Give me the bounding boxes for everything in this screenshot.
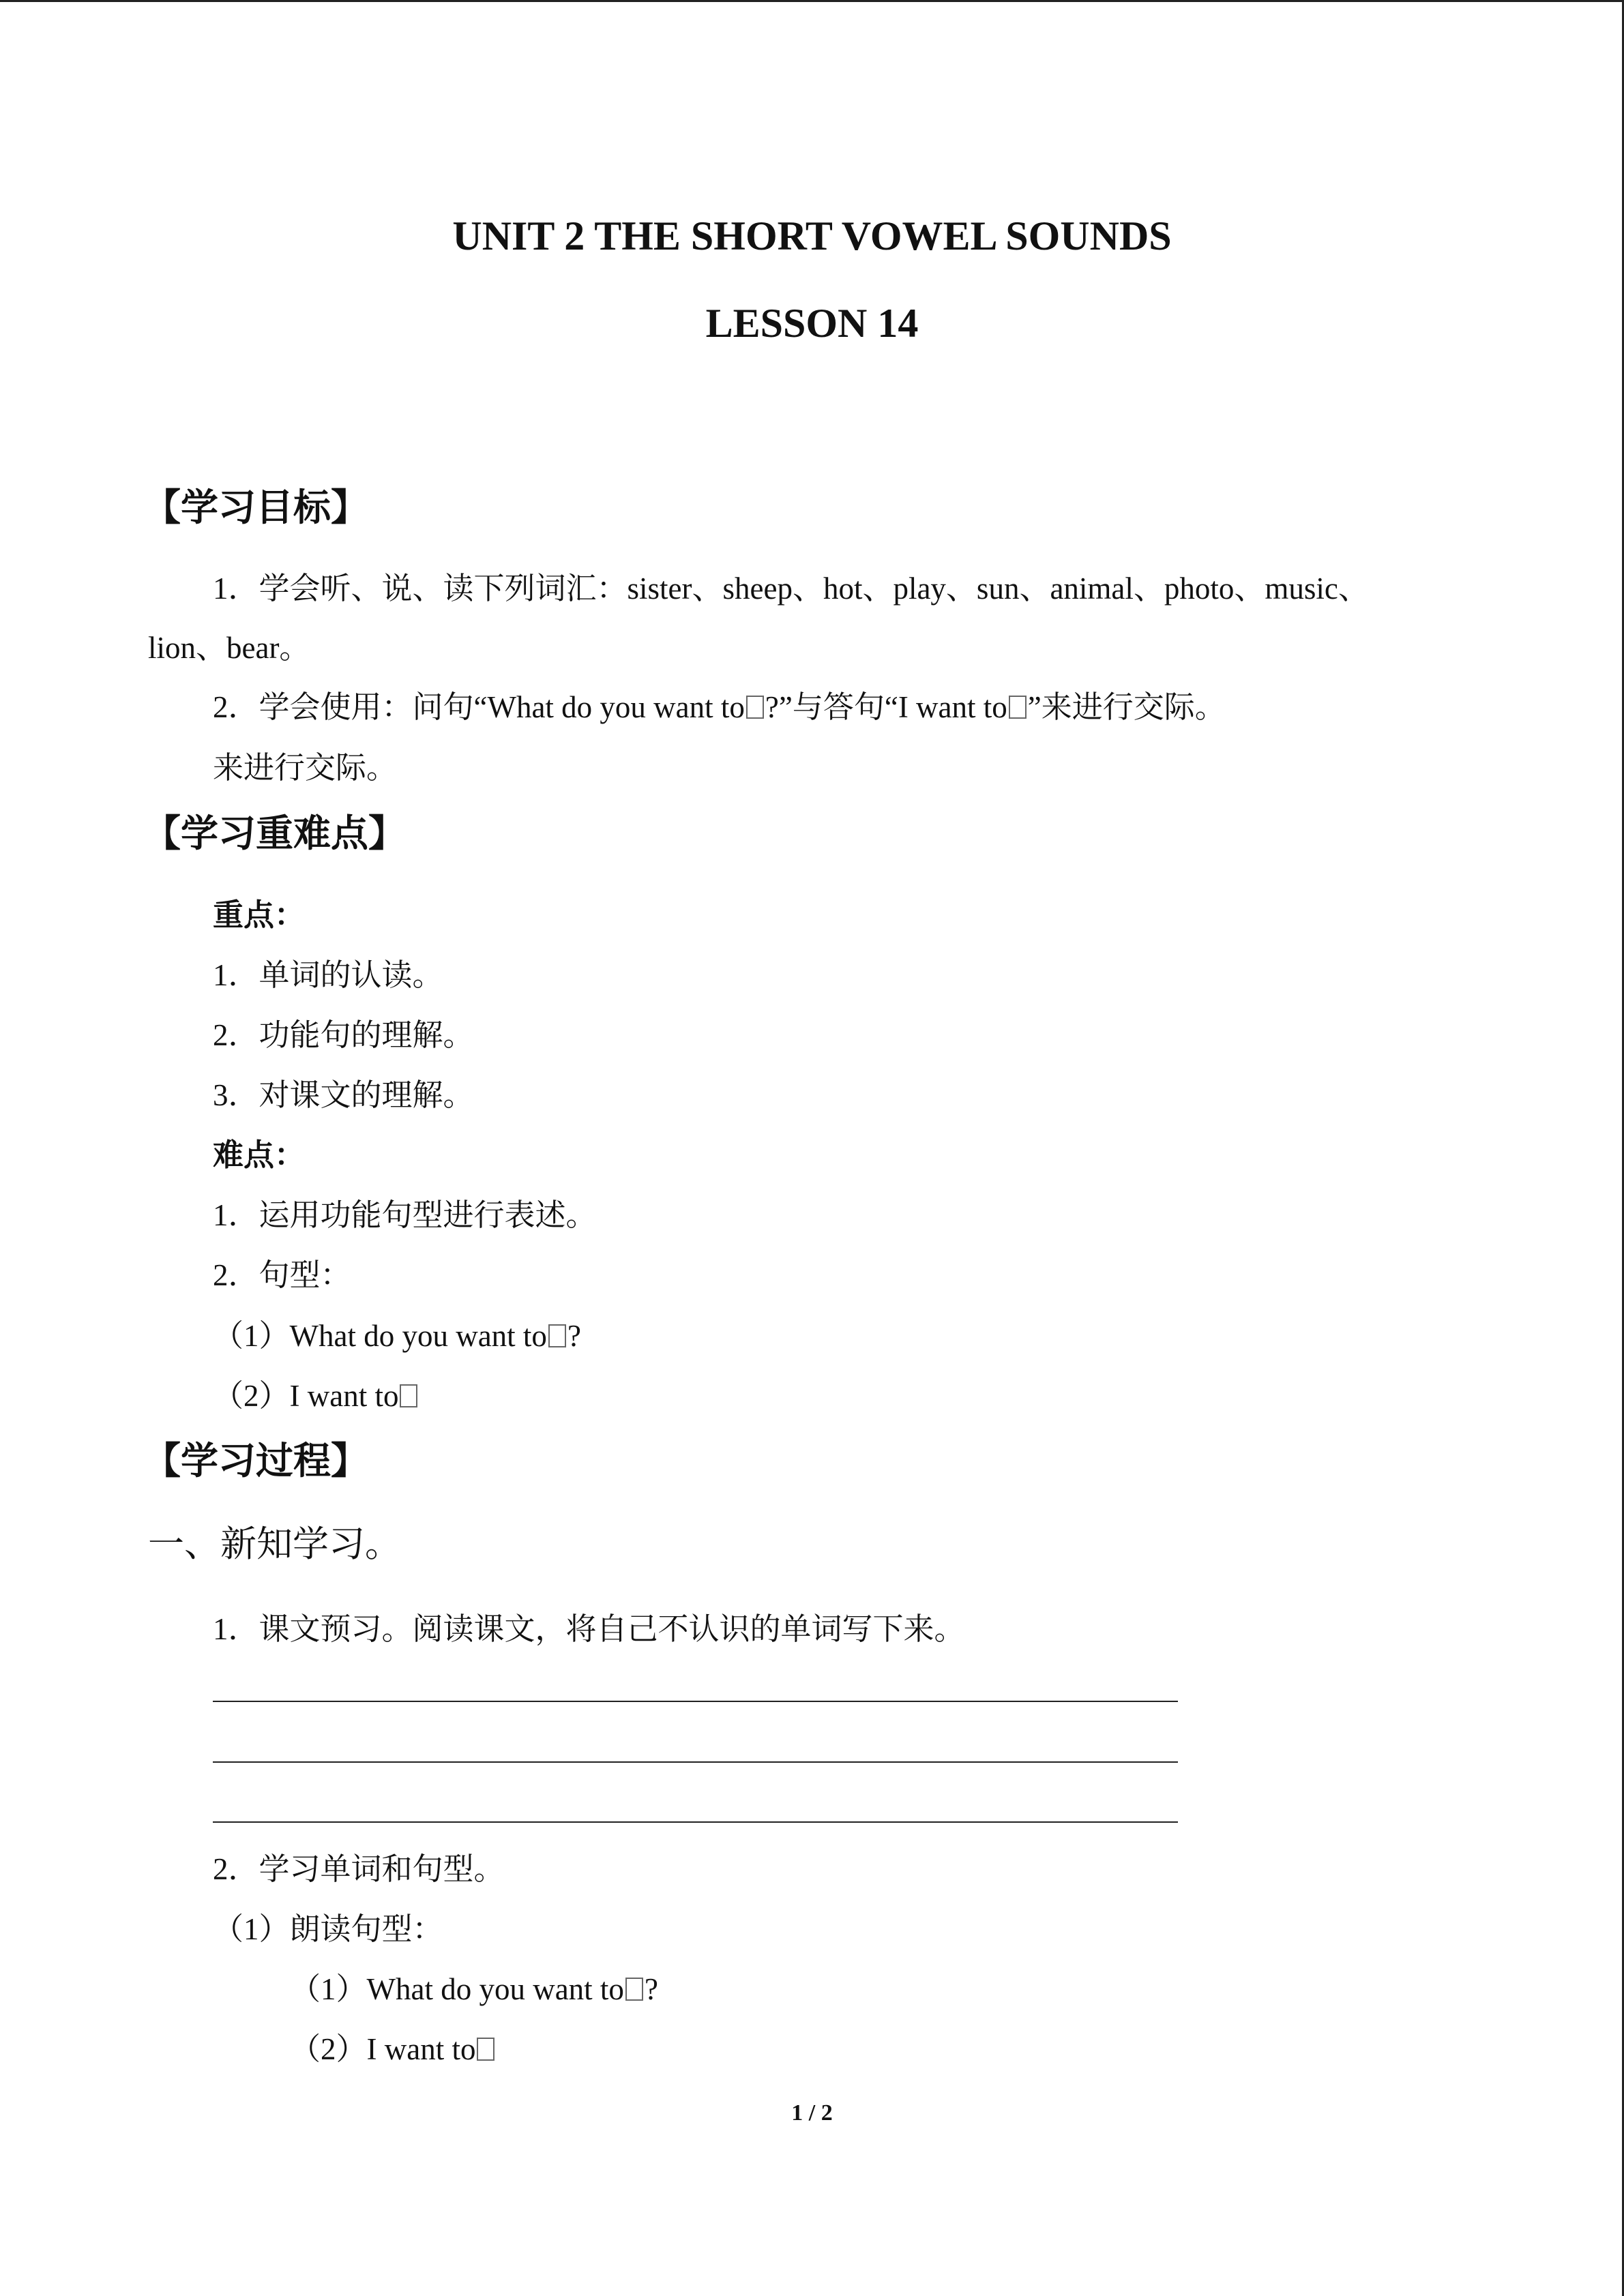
goal-item-2-prefix: 2．学会使用：问句“What do you want to — [213, 690, 745, 724]
read-pattern-2 — [290, 2024, 496, 2068]
pattern-1 — [213, 1311, 581, 1355]
answer-line-2[interactable] — [213, 1761, 1178, 1763]
goals-heading: 【学习目标】 — [143, 487, 369, 528]
focus-label: 重点： — [213, 898, 306, 932]
blank-box — [1009, 696, 1027, 719]
pattern-2-text: （2）I want to — [213, 1379, 399, 1413]
goal-item-2-suffix: ”来进行交际。 — [1027, 690, 1226, 724]
difficulty-label: 难点： — [213, 1138, 306, 1172]
step-1: 1．课文预习。阅读课文，将自己不认识的单词写下来。 — [213, 1612, 965, 1646]
answer-line-1[interactable] — [213, 1701, 1178, 1702]
answer-line-3[interactable] — [213, 1821, 1178, 1823]
blank-box — [746, 696, 764, 719]
blank-box — [477, 2038, 494, 2061]
section-1-heading: 一、新知学习。 — [148, 1525, 401, 1564]
blank-box — [625, 1978, 643, 2001]
lesson-title: LESSON 14 — [705, 301, 919, 346]
goal-item-2-cont: 来进行交际。 — [213, 751, 398, 785]
read-pattern-1-text: （1）What do you want to — [290, 1972, 624, 2006]
pattern-1-suffix: ? — [567, 1319, 581, 1353]
read-pattern-1 — [290, 1964, 658, 2008]
difficulty-item-2: 2．句型： — [213, 1258, 351, 1292]
step-2: 2．学习单词和句型。 — [213, 1852, 505, 1886]
read-pattern-2-text: （2）I want to — [290, 2032, 476, 2066]
key-points-heading: 【学习重难点】 — [143, 813, 407, 854]
process-heading: 【学习过程】 — [143, 1440, 369, 1482]
focus-item-3: 3．对课文的理解。 — [213, 1078, 474, 1112]
blank-box — [400, 1384, 417, 1407]
step-2-sub: （1）朗读句型： — [213, 1912, 443, 1946]
pattern-2 — [213, 1371, 419, 1415]
goal-item-2 — [213, 682, 1226, 726]
blank-box — [548, 1324, 566, 1347]
read-pattern-1-suffix: ? — [644, 1972, 658, 2006]
focus-item-1: 1．单词的认读。 — [213, 958, 443, 992]
focus-item-2: 2．功能句的理解。 — [213, 1018, 474, 1052]
unit-title: UNIT 2 THE SHORT VOWEL SOUNDS — [452, 213, 1172, 258]
pattern-1-text: （1）What do you want to — [213, 1319, 547, 1353]
goal-item-1-cont: lion、bear。 — [148, 631, 310, 665]
goal-item-2-mid: ?”与答句“I want to — [765, 690, 1007, 724]
goal-item-1: 1．学会听、说、读下列词汇：sister、sheep、hot、play、sun、animal、photo、music、 — [213, 571, 1369, 606]
difficulty-item-1: 1．运用功能句型进行表述。 — [213, 1198, 597, 1232]
page-top-border — [0, 0, 1624, 2]
page-number: 1 / 2 — [791, 2100, 833, 2126]
